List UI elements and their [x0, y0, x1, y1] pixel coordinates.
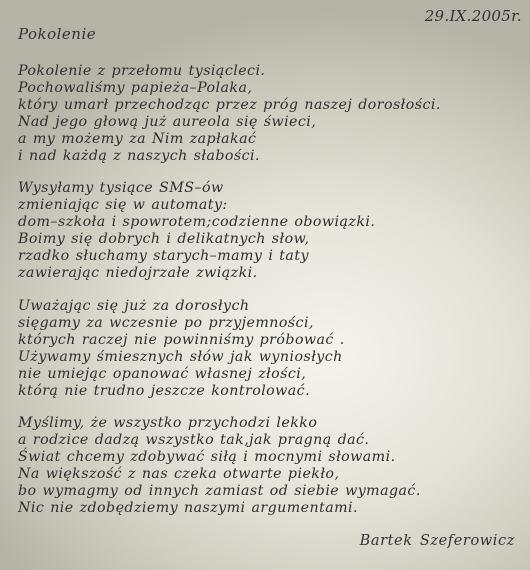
poem-line: a my możemy za Nim zapłakać	[18, 130, 257, 147]
poem-line: sięgamy za wczesnie po przyjemności,	[18, 314, 314, 331]
stanza-3	[18, 298, 345, 399]
poem-line: którą nie trudno jeszcze kontrolować.	[18, 382, 311, 399]
poem-line: Na większość z nas czeka otwarte piekło,	[18, 465, 340, 482]
poem-line: i nad każdą z naszych słabości.	[18, 147, 260, 164]
poem-line: Pokolenie z przełomu tysiącleci.	[18, 63, 266, 79]
poem-line: Uważając się już za dorosłych	[18, 298, 250, 314]
poem-line: Wysyłamy tysiące SMS–ów	[18, 180, 224, 196]
poem-date: 29.IX.2005r.	[424, 7, 522, 25]
poem-line: który umarł przechodząc przez próg naszej dorosłości.	[18, 96, 441, 113]
poem-line: Używamy śmiesznych słów jak wyniosłych	[18, 348, 343, 365]
poem-line: rzadko słuchamy starych–mamy i taty	[18, 247, 309, 264]
stanza-4	[18, 415, 421, 516]
poem-line: zmieniając się w automaty:	[18, 196, 228, 213]
stanza-2	[18, 180, 375, 281]
poem-line: których raczej nie powinniśmy próbować .	[18, 331, 345, 348]
poem-line: dom–szkoła i spowrotem;codzienne obowiązki.	[18, 213, 376, 230]
stanza-1	[18, 63, 441, 164]
poem-title: Pokolenie	[18, 25, 97, 43]
poem-line: a rodzice dadzą wszystko tak,jak pragną dać.	[18, 431, 370, 448]
poem-line: Świat chcemy zdobywać siłą i mocnymi słowami.	[18, 448, 396, 465]
poem-line: Boimy się dobrych i delikatnych słow,	[18, 230, 310, 247]
poem-author: Bartek Szeferowicz	[359, 533, 515, 549]
poem-line: Nad jego głową już aureola się świeci,	[18, 113, 317, 130]
poem-line: zawierając niedojrzałe związki.	[18, 264, 258, 281]
poem-line: nie umiejąc opanować własnej złości,	[18, 365, 307, 382]
poem-line: bo wymagmy od innych zamiast od siebie wymagać.	[18, 482, 421, 499]
poem-line: Nic nie zdobędziemy naszymi argumentami.	[18, 499, 359, 516]
poem-line: Pochowaliśmy papieża–Polaka,	[18, 79, 253, 96]
poem-line: Myślimy, że wszystko przychodzi lekko	[18, 415, 318, 431]
